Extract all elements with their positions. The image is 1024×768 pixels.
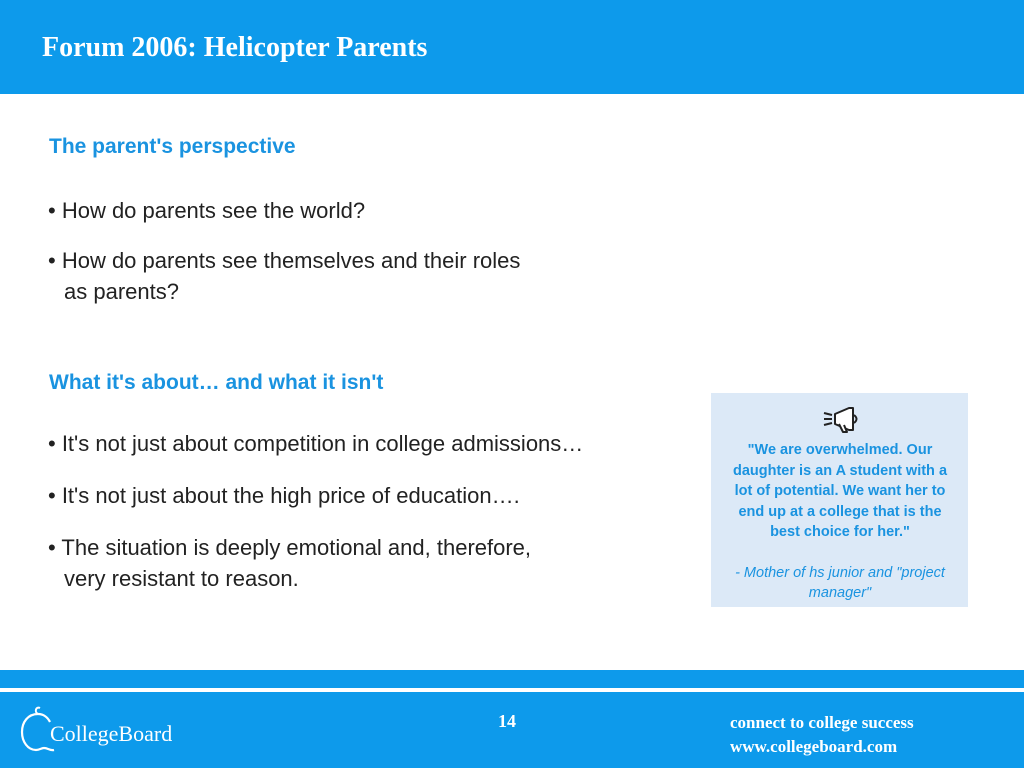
title-bar bbox=[0, 0, 1024, 94]
bullet-text: • The situation is deeply emotional and, therefore, bbox=[48, 535, 532, 560]
bullet-text: • How do parents see themselves and their roles bbox=[48, 248, 521, 273]
footer-tagline bbox=[730, 711, 914, 759]
footer-divider bbox=[0, 688, 1024, 692]
bullet-text: • It's not just about competition in college admissions… bbox=[48, 431, 584, 456]
section-heading-about: What it's about… and what it isn't bbox=[49, 371, 384, 394]
tagline-slogan: connect to college success bbox=[730, 713, 914, 732]
section-heading-perspective: The parent's perspective bbox=[49, 135, 296, 158]
tagline-url: www.collegeboard.com bbox=[730, 737, 898, 756]
megaphone-icon bbox=[823, 405, 863, 433]
bullet-text: • How do parents see the world? bbox=[48, 198, 366, 223]
collegeboard-logo bbox=[18, 704, 208, 756]
quote-attribution: - Mother of hs junior and "project manager" bbox=[735, 565, 945, 601]
quote-text: "We are overwhelmed. Our daughter is an A student with a lot of potential. We want her to end up at a college that is the best choice for her." bbox=[732, 442, 948, 540]
bullet-text: • It's not just about the high price of education…. bbox=[48, 483, 520, 508]
logo-wordmark: CollegeBoard bbox=[50, 721, 173, 746]
slide-title: Forum 2006: Helicopter Parents bbox=[42, 32, 428, 63]
bullet-item bbox=[48, 532, 531, 594]
bullet-item bbox=[48, 480, 520, 511]
page-number: 14 bbox=[498, 711, 516, 731]
bullet-item bbox=[48, 245, 520, 307]
quote-callout bbox=[711, 393, 968, 607]
bullet-item bbox=[48, 428, 583, 459]
bullet-item bbox=[48, 195, 365, 226]
bullet-text-continued: very resistant to reason. bbox=[64, 566, 299, 591]
bullet-text-continued: as parents? bbox=[64, 279, 179, 304]
